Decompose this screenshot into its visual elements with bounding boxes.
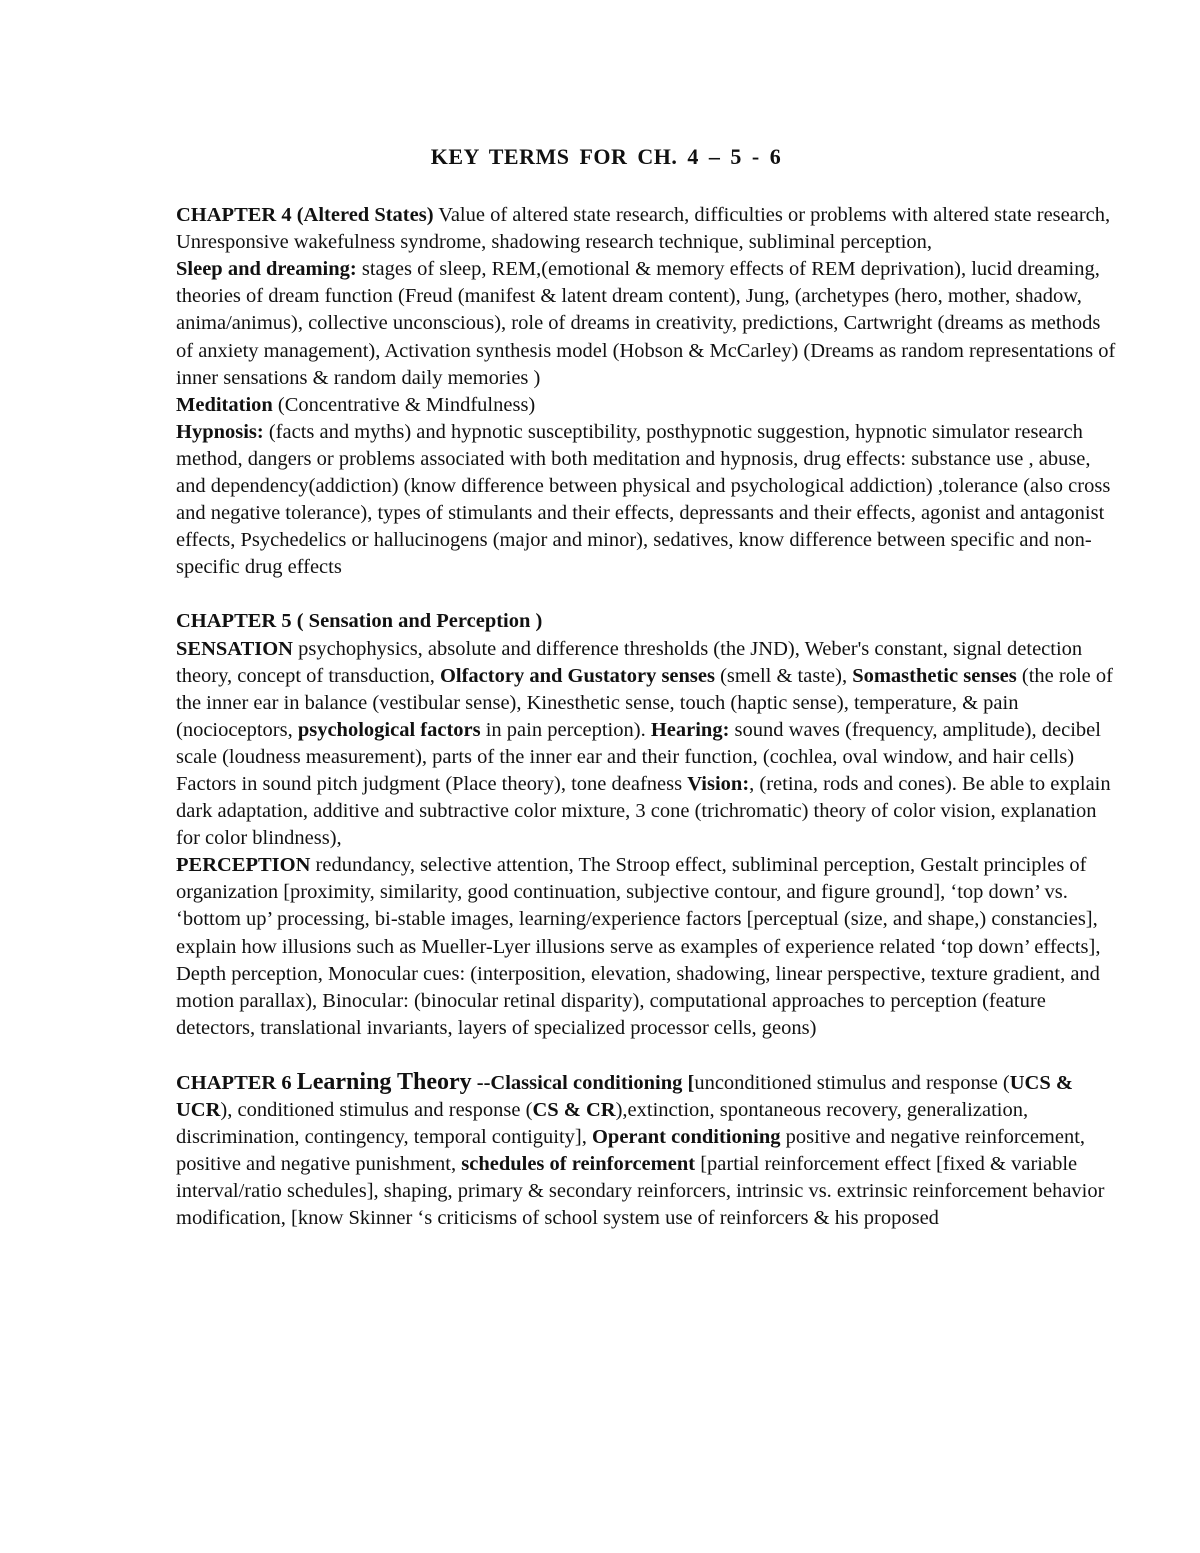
meditation-heading: Meditation (176, 393, 273, 416)
operant-conditioning-heading: Operant conditioning (591, 1126, 781, 1149)
sleep-dreaming-paragraph (176, 256, 1116, 391)
section-spacer (176, 1042, 1116, 1069)
sensation-paragraph (176, 636, 1116, 853)
schedules-reinforcement-text: [partial reinforcement effect [fixed & variable interval/ratio schedules], shaping, primary & secondary reinforcers, intrinsic vs. extrinsic reinforcement behavior modification, [know Skinner ‘s criticisms of school system use of reinforcers & his proposed (176, 1153, 1105, 1230)
psychological-factors-heading: psychological factors (297, 718, 481, 741)
olfactory-heading: Olfactory and Gustatory senses (439, 664, 715, 687)
chapter-4-intro: Value of altered state research, difficulties or problems with altered state research, Unresponsive wakefulness syndrome, shadowing research technique, subliminal perception, (176, 204, 1111, 254)
chapter-5-heading: CHAPTER 5 ( Sensation and Perception ) (176, 610, 543, 633)
section-spacer (176, 581, 1116, 608)
psychological-factors-text: in pain perception). (480, 718, 651, 741)
cs-cr-term: CS & CR (532, 1099, 616, 1121)
hearing-text: sound waves (frequency, amplitude), decibel scale (loudness measurement), parts of the inner ear and their function, (cochlea, oval window, and hair cells) Factors in sound pitch judgment (Place theory), tone deafness (176, 718, 1101, 795)
classical-conditioning-text-2: ), conditioned stimulus and response ( (220, 1099, 533, 1121)
sensation-heading: SENSATION (176, 637, 293, 660)
perception-text: redundancy, selective attention, The Stroop effect, subliminal perception, Gestalt principles of organization [proximity, similarity, good continuation, subjective contour, and figure ground], ‘top down’ vs. ‘bottom up’ processing, bi-stable images, learning/experience factors [perceptual (size, and shape,) constancies], explain how illusions such as Mueller-Lyer illusions serve as examples of experience related ‘top down’ effects], Depth perception, Monocular cues: (interposition, elevation, shadowing, linear perspective, texture gradient, and motion parallax), Binocular: (binocular retinal disparity), computational approaches to perception (feature detectors, translational invariants, layers of specialized processor cells, geons) (176, 854, 1101, 1039)
operant-conditioning-text: positive and negative reinforcement, positive and negative punishment, (176, 1126, 1086, 1176)
hearing-heading: Hearing: (650, 718, 730, 741)
chapter-5-heading-line (176, 608, 1116, 635)
meditation-text: (Concentrative & Mindfulness) (272, 393, 536, 416)
somasthetic-heading: Somasthetic senses (852, 664, 1017, 687)
somasthetic-text: (the role of the inner ear in balance (vestibular sense), Kinesthetic sense, touch (haptic sense), temperature, & pain (nocioceptors, (176, 664, 1113, 741)
chapter-4-section (176, 202, 1116, 256)
classical-conditioning-text: unconditioned stimulus and response ( (694, 1071, 1010, 1094)
olfactory-text: (smell & taste), (714, 664, 853, 687)
schedules-reinforcement-heading: schedules of reinforcement (461, 1153, 696, 1176)
perception-heading: PERCEPTION (176, 854, 311, 877)
document-title: KEY TERMS FOR CH. 4 – 5 - 6 (430, 144, 782, 169)
sensation-text: psychophysics, absolute and difference thresholds (the JND), Weber's constant, signal detection theory, concept of transduction, (176, 637, 1083, 687)
chapter-6-paragraph (176, 1069, 1116, 1233)
meditation-paragraph (176, 392, 1116, 419)
chapter-4-heading: CHAPTER 4 (Altered States) (176, 204, 434, 227)
document-page (176, 143, 1116, 1232)
classical-conditioning-text-3: ),extinction, spontaneous recovery, generalization, discrimination, contingency, temporal contiguity], (176, 1099, 1029, 1149)
sleep-dreaming-heading: Sleep and dreaming: (176, 258, 357, 281)
hypnosis-paragraph (176, 419, 1116, 582)
chapter-6-heading: CHAPTER 6 (176, 1071, 297, 1094)
hypnosis-text: (facts and myths) and hypnotic susceptibility, posthypnotic suggestion, hypnotic simulator research method, dangers or problems associated with both meditation and hypnosis, drug effects: substance use , abuse, and dependency(addiction) (know difference between physical and psychological addiction) ,tolerance (also cross and negative tolerance), types of stimulants and their effects, depressants and their effects, agonist and antagonist effects, Psychedelics or hallucinogens (major and minor), sedatives, know difference between specific and non-specific drug effects (176, 420, 1111, 579)
perception-paragraph (176, 852, 1116, 1042)
vision-heading: Vision: (687, 772, 750, 795)
sleep-dreaming-text: stages of sleep, REM,(emotional & memory effects of REM deprivation), lucid dreaming, theories of dream function (Freud (manifest & latent dream content), Jung, (archetypes (hero, mother, shadow, anima/animus), collective unconscious), role of dreams in creativity, predictions, Cartwright (dreams as methods of anxiety management), Activation synthesis model (Hobson & McCarley) (Dreams as random representations of inner sensations & random daily memories ) (176, 258, 1116, 389)
classical-conditioning-heading: --Classical conditioning [ (471, 1071, 695, 1094)
hypnosis-heading: Hypnosis: (176, 420, 264, 443)
learning-theory-heading: Learning Theory (296, 1068, 472, 1095)
ucs-ucr-term: UCS & UCR (176, 1071, 1073, 1121)
vision-text: , (retina, rods and cones). Be able to explain dark adaptation, additive and subtractive color mixture, 3 cone (trichromatic) theory of color vision, explanation for color blindness), (176, 772, 1111, 850)
